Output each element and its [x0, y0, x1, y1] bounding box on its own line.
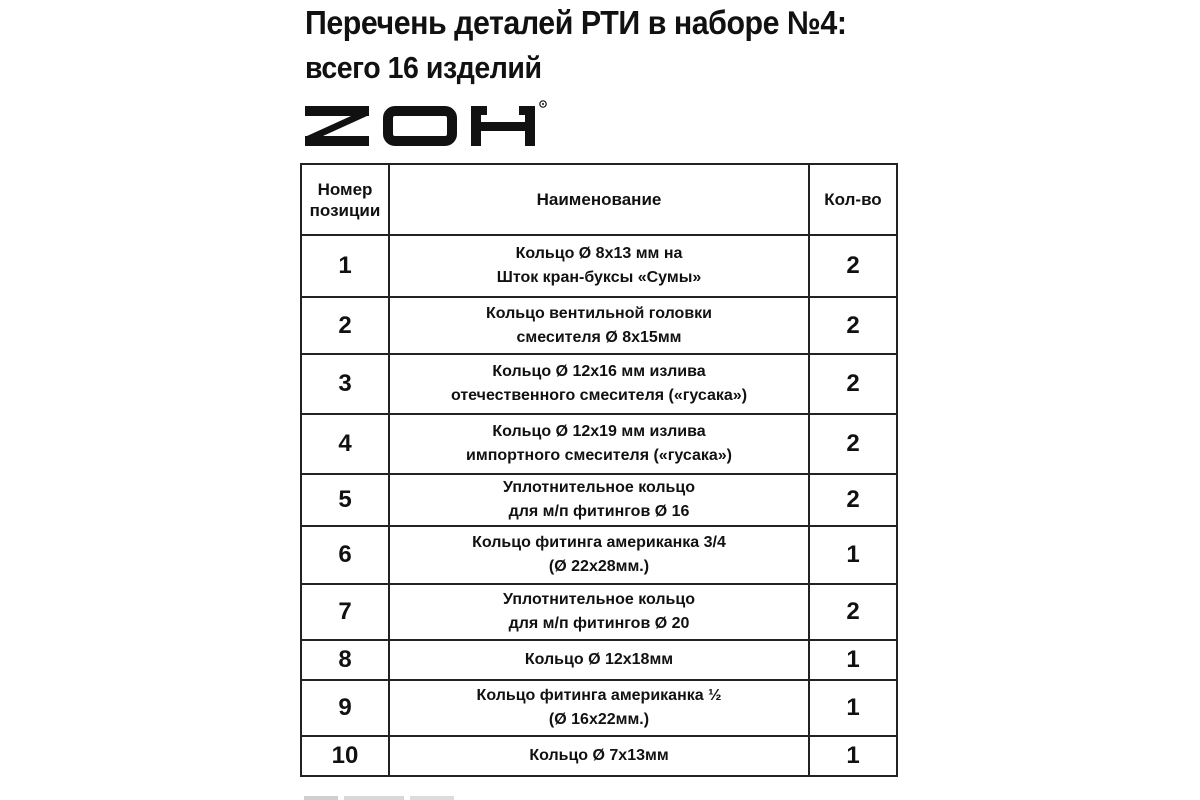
page-subtitle: всего 16 изделий [305, 50, 542, 85]
row-name-line: для м/п фитингов Ø 16 [508, 503, 690, 520]
row-number: 1 [301, 235, 389, 297]
row-name-line: Кольцо Ø 12х18мм [524, 651, 674, 668]
row-number: 6 [301, 526, 389, 584]
column-header-position-line: Номер [317, 179, 373, 199]
row-number: 2 [301, 297, 389, 354]
row-quantity: 1 [809, 736, 897, 776]
row-number: 7 [301, 584, 389, 640]
row-quantity: 2 [809, 474, 897, 526]
column-header-position [301, 164, 389, 235]
row-quantity: 2 [809, 584, 897, 640]
row-quantity: 1 [809, 526, 897, 584]
row-name [389, 235, 809, 297]
row-name-line: Уплотнительное кольцо [503, 591, 695, 608]
row-number: 10 [301, 736, 389, 776]
table-row [301, 526, 897, 584]
cropped-text-fragment [300, 793, 500, 800]
logo-letter-z [305, 106, 369, 146]
row-number: 3 [301, 354, 389, 414]
row-name-line: Уплотнительное кольцо [503, 479, 695, 496]
logo-letter-o [388, 111, 452, 141]
row-quantity: 1 [809, 680, 897, 736]
row-name-line: Кольцо Ø 8х13 мм на [515, 245, 683, 262]
row-name-line: Кольцо фитинга американка 3/4 [472, 534, 726, 551]
table-row [301, 354, 897, 414]
parts-table [300, 163, 898, 777]
row-name [389, 584, 809, 640]
column-header-quantity: Кол-во [809, 164, 897, 235]
row-name-line: Кольцо Ø 12х19 мм излива [492, 423, 706, 440]
row-name-line: (Ø 16х22мм.) [548, 711, 650, 728]
row-name-line: Кольцо Ø 12х16 мм излива [492, 363, 706, 380]
table-row [301, 414, 897, 474]
table-row [301, 584, 897, 640]
row-quantity: 2 [809, 354, 897, 414]
logo-trademark-mark [540, 101, 546, 107]
row-name [389, 297, 809, 354]
row-quantity: 2 [809, 414, 897, 474]
table-row [301, 680, 897, 736]
row-number: 9 [301, 680, 389, 736]
row-name [389, 680, 809, 736]
row-number: 8 [301, 640, 389, 680]
table-header-row [301, 164, 897, 235]
column-header-name: Наименование [389, 164, 809, 235]
row-name [389, 414, 809, 474]
row-name-line: импортного смесителя («гусака») [466, 447, 732, 464]
logo-letter-x [471, 106, 535, 146]
row-name-line: для м/п фитингов Ø 20 [508, 615, 690, 632]
row-name [389, 640, 809, 680]
row-quantity: 1 [809, 640, 897, 680]
row-name-line: Кольцо вентильной головки [485, 304, 712, 322]
row-number: 5 [301, 474, 389, 526]
table-row [301, 297, 897, 354]
column-header-position-line: позиции [309, 200, 381, 220]
table-row [301, 640, 897, 680]
row-name [389, 736, 809, 776]
row-name-line: смесителя Ø 8х15мм [516, 328, 682, 346]
row-name-line: Кольцо фитинга американка ½ [476, 687, 722, 704]
brand-logo [303, 100, 553, 152]
row-name-line: Кольцо Ø 7х13мм [529, 747, 669, 764]
row-name-line: отечественного смесителя («гусака») [450, 387, 748, 404]
row-quantity: 2 [809, 235, 897, 297]
row-name [389, 354, 809, 414]
row-quantity: 2 [809, 297, 897, 354]
row-name-line: Шток кран-буксы «Сумы» [496, 269, 702, 286]
table-row [301, 736, 897, 776]
table-row [301, 474, 897, 526]
row-number: 4 [301, 414, 389, 474]
row-name [389, 474, 809, 526]
row-name-line: (Ø 22х28мм.) [548, 558, 650, 575]
page-title: Перечень деталей РТИ в наборе №4: [305, 4, 847, 41]
row-name [389, 526, 809, 584]
table-row [301, 235, 897, 297]
